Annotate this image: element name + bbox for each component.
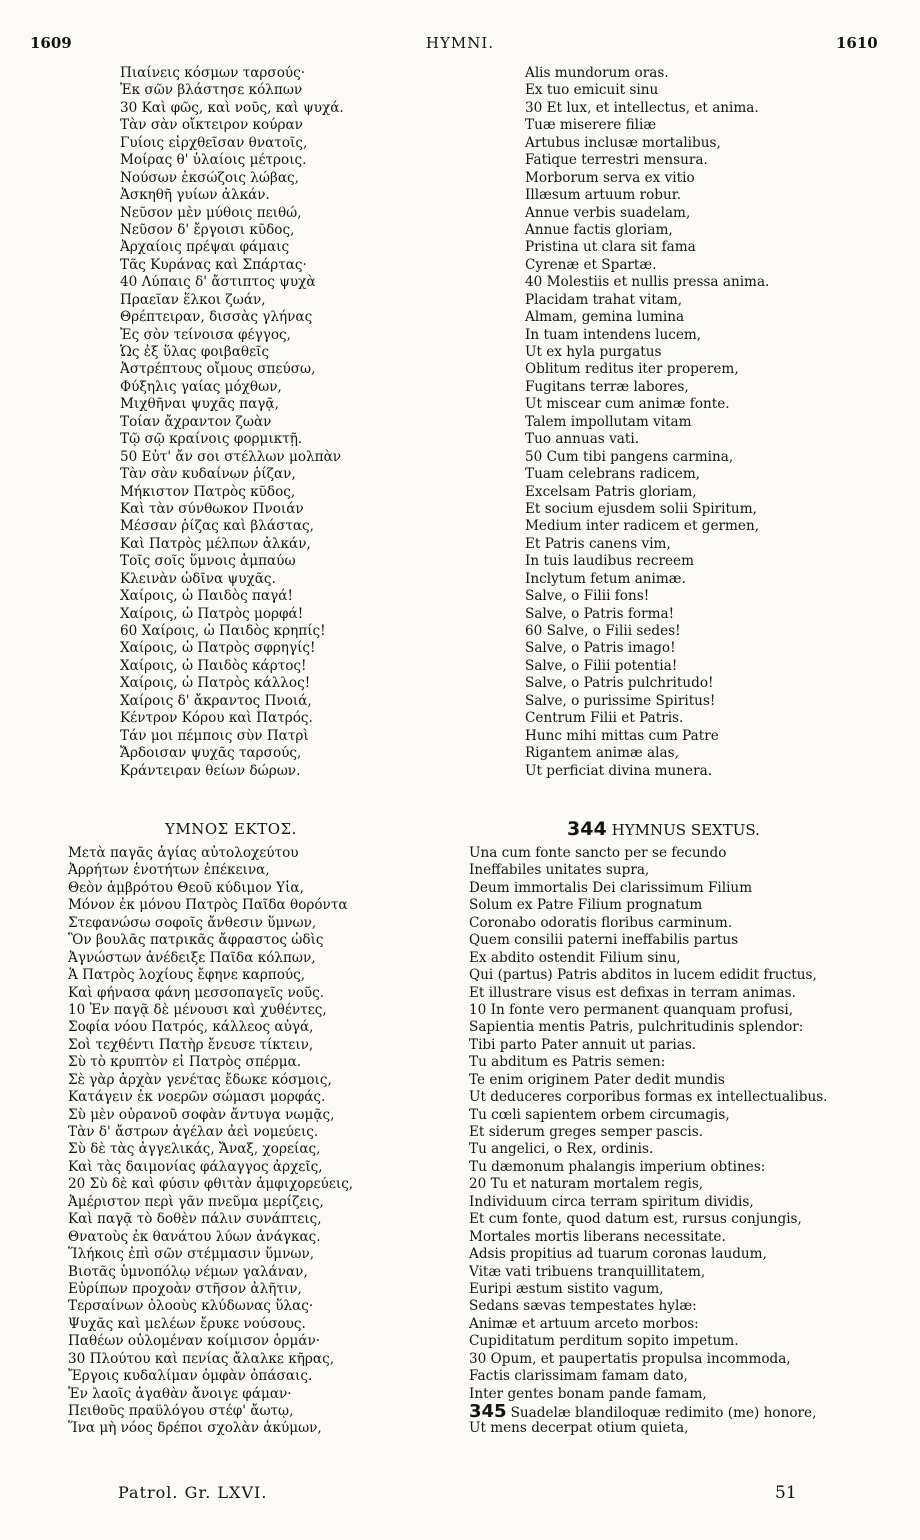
text-line: Te enim originem Pater dedit mundis — [469, 1071, 725, 1088]
text-line — [469, 1403, 909, 1420]
text-line: Ὡς ἐξ ὕλας φοιβαθεῖς — [120, 344, 270, 360]
text-line: Καὶ φήνασα φάνη μεσσοπαγεῖς νοῦς. — [68, 984, 325, 1001]
text-line: Θρέπτειραν, δισσὰς γλήνας — [120, 309, 313, 326]
text-line: Et siderum greges semper pascis. — [469, 1124, 704, 1140]
text-line: Ex abdito ostendit Filium sinu, — [469, 949, 681, 966]
text-line: Σοὶ τεχθέντι Πατὴρ ἔνευσε τίκτειν, — [68, 1036, 314, 1053]
text-line: Εὐρίπων προχοὰν στῆσον ἀλῆτιν, — [68, 1280, 302, 1297]
page-footer — [0, 1483, 920, 1507]
footer-source: Patrol. Gr. LXVI. — [118, 1483, 268, 1502]
text-line: Σὺ δὲ τὰς ἀγγελικάς, Ἄναξ, χορείας, — [68, 1141, 321, 1158]
text-line: Κατάγειν ἐκ νοερῶν σώμασι μορφάς. — [68, 1089, 326, 1106]
text-line: Fugitans terræ labores, — [525, 378, 689, 395]
text-line: Animæ et artuum arceto morbos: — [469, 1315, 699, 1332]
text-line: Τάν μοι πέμποις σὺν Πατρὶ — [120, 727, 309, 744]
text-line: Τὰν σὰν κυδαίνων ῥίζαν, — [120, 466, 296, 483]
text-line: Ἐκ σῶν βλάστησε κόλπων — [120, 82, 303, 99]
text-line: Tibi parto Pater annuit ut parias. — [469, 1036, 697, 1053]
text-line: Μέσσαν ῥίζας καὶ βλάστας, — [120, 518, 314, 535]
text-line: 10 Ἐν παγᾷ δὲ μένουσι καὶ χυθέντες, — [68, 1001, 327, 1018]
text-line: Annue factis gloriam, — [525, 221, 673, 238]
text-line: Μόνον ἐκ μόνου Πατρὸς Παῖδα θορόντα — [68, 897, 348, 914]
text-line: Et Patris canens vim, — [525, 535, 671, 552]
text-line: Excelsam Patris gloriam, — [525, 483, 697, 500]
text-line: Una cum fonte sancto per se fecundo — [469, 845, 727, 861]
text-line: Adsis propitius ad tuarum coronas laudum, — [469, 1246, 767, 1263]
text-line: Sedans sævas tempestates hylæ: — [469, 1298, 697, 1315]
text-line: Alis mundorum oras. — [525, 65, 669, 81]
text-line: Individuum circa terram spiritum dividis, — [469, 1193, 754, 1210]
text-line: Tuam celebrans radicem, — [525, 466, 701, 483]
text-line: Ἔργοις κυδαλίμαν ὀμφὰν ὀπάσαις. — [68, 1368, 313, 1385]
text-line: Ut ex hyla purgatus — [525, 344, 662, 360]
text-line: Θνατοὺς ἐκ θανάτου λύων ἀνάγκας. — [68, 1228, 321, 1245]
text-line: 50 Cum tibi pangens carmina, — [525, 448, 734, 465]
text-line: Ut perficiat divina munera. — [525, 762, 713, 779]
text-line: Tu dæmonum phalangis imperium obtines: — [469, 1158, 766, 1175]
text-line: Σὺ μὲν οὐρανοῦ σοφὰν ἄντυγα νωμᾷς, — [68, 1106, 335, 1123]
text-line: Rigantem animæ alas, — [525, 745, 679, 762]
text-line: Ut deduceres corporibus formas ex intellectualibus. — [469, 1089, 828, 1106]
text-line: Ἀστρέπτους οἴμους σπεύσω, — [120, 361, 316, 378]
text-line: Salve, o Patris imago! — [525, 640, 676, 657]
text-line: Στεφανώσω σοφοῖς ἄνθεσιν ὕμνων, — [68, 914, 317, 931]
text-line: Τῷ σῷ κραίνοις φορμικτῇ. — [120, 431, 303, 448]
text-line: Tuo annuas vati. — [525, 431, 640, 448]
text-line: Θεὸν ἀμβρότου Θεοῦ κύδιμον Υἱα, — [68, 879, 304, 896]
text-line: Ἐς σὸν τείνοισα φέγγος, — [120, 326, 291, 343]
text-line: Hunc mihi mittas cum Patre — [525, 727, 719, 744]
text-line: In tuis laudibus recreem — [525, 553, 694, 570]
text-line: Χαίροις δ' ἄκραντος Πνοιά, — [120, 692, 312, 709]
text-line: Καὶ τὰν σύνθωκον Πνοιάν — [120, 500, 304, 517]
text-line: Χαίροις, ὦ Παιδὸς παγά! — [120, 588, 293, 605]
text-line: Tu angelici, o Rex, ordinis. — [469, 1141, 654, 1158]
text-line: Annue verbis suadelam, — [525, 204, 691, 221]
text-line: Coronabo odoratis floribus carminum. — [469, 914, 733, 931]
text-line: Ut mens decerpat otium quieta, — [469, 1420, 689, 1437]
text-line: Τὰν δ' ἄστρων ἀγέλαν ἀεὶ νομεύεις. — [68, 1124, 319, 1140]
text-line: Χαίροις, ὦ Πατρὸς μορφά! — [120, 605, 304, 622]
latin-hymn-title — [567, 818, 760, 840]
text-line: Κράντειραν θείων δώρων. — [120, 762, 301, 779]
text-line: 40 Λύπαις δ' ἄστιπτος ψυχὰ — [120, 274, 316, 291]
text-line: Fatique terrestri mensura. — [525, 152, 708, 169]
text-line: Ἵνα μὴ νόος δρέποι σχολὰν ἀκύμων, — [68, 1420, 322, 1437]
text-line: Τᾶς Κυράνας καὶ Σπάρτας· — [120, 256, 307, 273]
text-line: Centrum Filii et Patris. — [525, 710, 684, 727]
text-line: Medium inter radicem et germen, — [525, 518, 760, 535]
text-line: Salve, o Filii potentia! — [525, 657, 678, 674]
text-line: Cupiditatum perditum sopito impetum. — [469, 1333, 739, 1350]
text-line: Euripi æstum sistito vagum, — [469, 1280, 664, 1297]
text-line: Quem consilii paterni ineffabilis partus — [469, 932, 739, 949]
text-line: Ἀσκηθῆ γυίων ἀλκάν. — [120, 187, 270, 204]
text-line: Salve, o Patris pulchritudo! — [525, 675, 714, 692]
text-line: Τερσαίνων ὀλοοὺς κλύδωνας ὕλας· — [68, 1298, 314, 1315]
text-line: Ὃν βουλᾶς πατρικᾶς ἄφραστος ὠδὶς — [68, 932, 324, 949]
text-line: Salve, o Filii fons! — [525, 588, 650, 605]
greek-column-bottom — [68, 845, 468, 1438]
text-line: 20 Σὺ δὲ καὶ φύσιν φθιτὰν ἀμφιχορεύεις, — [68, 1176, 354, 1193]
text-line: Τὰν σὰν οἴκτειρον κούραν — [120, 117, 303, 134]
text-line: Et cum fonte, quod datum est, rursus conjungis, — [469, 1211, 802, 1228]
footer-page-number: 51 — [775, 1483, 797, 1503]
text-line: 30 Et lux, et intellectus, et anima. — [525, 99, 759, 116]
text-line: Mortales mortis liberans necessitate. — [469, 1228, 726, 1245]
text-line: Placidam trahat vitam, — [525, 291, 683, 308]
text-line: Tu abditum es Patris semen: — [469, 1054, 666, 1071]
text-line: 60 Χαίροις, ὦ Παιδὸς κρηπίς! — [120, 623, 326, 639]
text-line: 60 Salve, o Filii sedes! — [525, 623, 681, 639]
text-line: 30 Καὶ φῶς, καὶ νοῦς, καὶ ψυχά. — [120, 99, 344, 116]
text-line: Μιχθῆναι ψυχᾶς παγᾷ, — [120, 396, 279, 413]
text-line: Artubus inclusæ mortalibus, — [525, 134, 721, 151]
text-line: Ἀμέριστον περὶ γᾶν πνεῦμα μερίζεις, — [68, 1193, 324, 1210]
text-line: Σὺ τὸ κρυπτὸν εἶ Πατρὸς σπέρμα. — [68, 1054, 302, 1071]
text-line-content: Suadelæ blandiloquæ redimito (me) honore, — [510, 1405, 817, 1421]
text-line: Μετὰ παγᾶς ἁγίας αὐτολοχεύτου — [68, 845, 299, 861]
text-line: Πειθοῦς πραϋλόγου στέφ' ἄωτῳ, — [68, 1403, 294, 1419]
text-line: Sapientia mentis Patris, pulchritudinis splendor: — [469, 1019, 804, 1036]
section-number: 345 — [469, 1403, 507, 1421]
section-number: 344 — [567, 818, 607, 840]
text-line: Καὶ Πατρὸς μέλπων ἀλκάν, — [120, 535, 311, 552]
text-line: Παθέων οὐλομέναν κοίμισον ὁρμάν· — [68, 1333, 321, 1350]
text-line: Γυίοις εἰρχθεῖσαν θνατοῖς, — [120, 134, 308, 151]
text-line: Νεῦσον δ' ἔργοισι κῦδος, — [120, 221, 295, 238]
text-line: Factis clarissimam famam dato, — [469, 1368, 688, 1385]
right-page-number: 1610 — [836, 34, 878, 52]
left-page-number: 1609 — [30, 34, 72, 52]
text-line: Tu cœli sapientem orbem circumagis, — [469, 1106, 730, 1123]
text-line: 50 Εὖτ' ἄν σοι στέλλων μολπὰν — [120, 448, 342, 465]
text-line: Ineffabiles unitates supra, — [469, 862, 650, 879]
text-line: Talem impollutam vitam — [525, 413, 692, 430]
text-line: Νούσων ἐκσώζοις λώβας, — [120, 169, 299, 186]
text-line: Τοῖς σοῖς ὕμνοις ἀμπαύω — [120, 553, 296, 570]
text-line: Ψυχᾶς καὶ μελέων ἔρυκε νούσους. — [68, 1315, 306, 1332]
text-line: 40 Molestiis et nullis pressa anima. — [525, 274, 770, 291]
text-line: Ἐν λαοῖς ἀγαθὰν ἄνοιγε φάμαν· — [68, 1385, 292, 1402]
text-line: Φύξηλις γαίας μόχθων, — [120, 378, 282, 395]
greek-column-top — [120, 65, 515, 780]
text-line: Βιοτᾶς ὑμνοπόλῳ νέμων γαλάναν, — [68, 1263, 308, 1280]
text-line: Κέντρον Κόρου καὶ Πατρός. — [120, 710, 313, 727]
text-line: Ἵλήκοις ἐπὶ σῶν στέμμασιν ὕμνων, — [68, 1246, 315, 1263]
text-line: Inter gentes bonam pande famam, — [469, 1385, 707, 1402]
text-line: Morborum serva ex vitio — [525, 169, 695, 186]
text-line: Σὲ γὰρ ἀρχὰν γενέτας ἔδωκε κόσμοις, — [68, 1071, 332, 1088]
page-header — [0, 34, 920, 58]
text-line: 30 Πλούτου καὶ πενίας ἄλαλκε κῆρας, — [68, 1350, 335, 1367]
text-line: Ἁ Πατρὸς λοχίους ἔφηνε καρπούς, — [68, 967, 306, 984]
latin-column-bottom — [469, 845, 909, 1438]
latin-column-top — [525, 65, 905, 780]
text-line: Salve, o purissime Spiritus! — [525, 692, 716, 709]
text-line: Et illustrare visus est defixas in terram animas. — [469, 984, 796, 1001]
greek-hymn-title: ΥΜΝΟΣ ΕΚΤΟΣ. — [165, 820, 297, 838]
text-line: In tuam intendens lucem, — [525, 326, 702, 343]
text-line: Σοφία νόου Πατρός, κάλλεος αὐγά, — [68, 1019, 314, 1036]
text-line: Ἀρχαίοις πρέψαι φάμαις — [120, 239, 290, 256]
text-line: Ex tuo emicuit sinu — [525, 82, 659, 99]
text-line: Ἄρδοισαν ψυχᾶς ταρσούς, — [120, 745, 302, 762]
text-line: Tuæ miserere filiæ — [525, 117, 657, 134]
text-line: Qui (partus) Patris abditos in lucem edidit fructus, — [469, 967, 817, 984]
text-line: Νεῦσον μὲν μύθοις πειθώ, — [120, 204, 302, 221]
text-line: Deum immortalis Dei clarissimum Filium — [469, 879, 753, 896]
text-line: Χαίροις, ὦ Πατρὸς κάλλος! — [120, 675, 311, 692]
text-line: Et socium ejusdem solii Spiritum, — [525, 500, 757, 517]
text-line: Vitæ vati tribuens tranquillitatem, — [469, 1263, 706, 1280]
text-line: Χαίροις, ὦ Παιδὸς κάρτος! — [120, 657, 307, 674]
text-line: 10 In fonte vero permanent quanquam profusi, — [469, 1001, 794, 1018]
text-line: Pristina ut clara sit fama — [525, 239, 696, 256]
text-line: Inclytum fetum animæ. — [525, 570, 686, 587]
text-line: Καὶ παγᾷ τὸ δοθὲν πάλιν συνάπτεις, — [68, 1211, 322, 1228]
latin-hymn-title-text: HYMNUS SEXTUS. — [611, 821, 760, 839]
text-line: Κλεινὰν ὠδῖνα ψυχᾶς. — [120, 570, 276, 587]
text-line: Solum ex Patre Filium prognatum — [469, 897, 703, 914]
text-line: Τοίαν ἄχραντον ζωὰν — [120, 413, 272, 430]
text-line: Ἀγνώστων ἀνέδειξε Παῖδα κόλπων, — [68, 949, 316, 966]
text-line: Μοίρας θ' ὑλαίοις μέτροις. — [120, 152, 307, 169]
text-line: Πραεῖαν ἕλκοι ζωάν, — [120, 291, 266, 308]
text-line: Cyrenæ et Spartæ. — [525, 256, 657, 273]
running-title: HYMNI. — [425, 34, 495, 52]
text-line: Almam, gemina lumina — [525, 309, 685, 326]
text-line: Ut miscear cum animæ fonte. — [525, 396, 730, 413]
text-line: Illæsum artuum robur. — [525, 187, 682, 204]
text-line: Salve, o Patris forma! — [525, 605, 675, 622]
text-line: 20 Tu et naturam mortalem regis, — [469, 1176, 704, 1193]
text-line: Ἀρρήτων ἑνοτήτων ἐπέκεινα, — [68, 862, 270, 879]
text-line: Oblitum reditus iter properem, — [525, 361, 739, 378]
text-line: Πιαίνεις κόσμων ταρσούς· — [120, 65, 306, 81]
text-line: Χαίροις, ὦ Πατρὸς σφρηγίς! — [120, 640, 316, 657]
text-line: 30 Opum, et paupertatis propulsa incommoda, — [469, 1350, 791, 1367]
text-line: Καὶ τὰς δαιμονίας φάλαγγος ἀρχεῖς, — [68, 1158, 323, 1175]
text-line: Μήκιστον Πατρὸς κῦδος, — [120, 483, 296, 500]
